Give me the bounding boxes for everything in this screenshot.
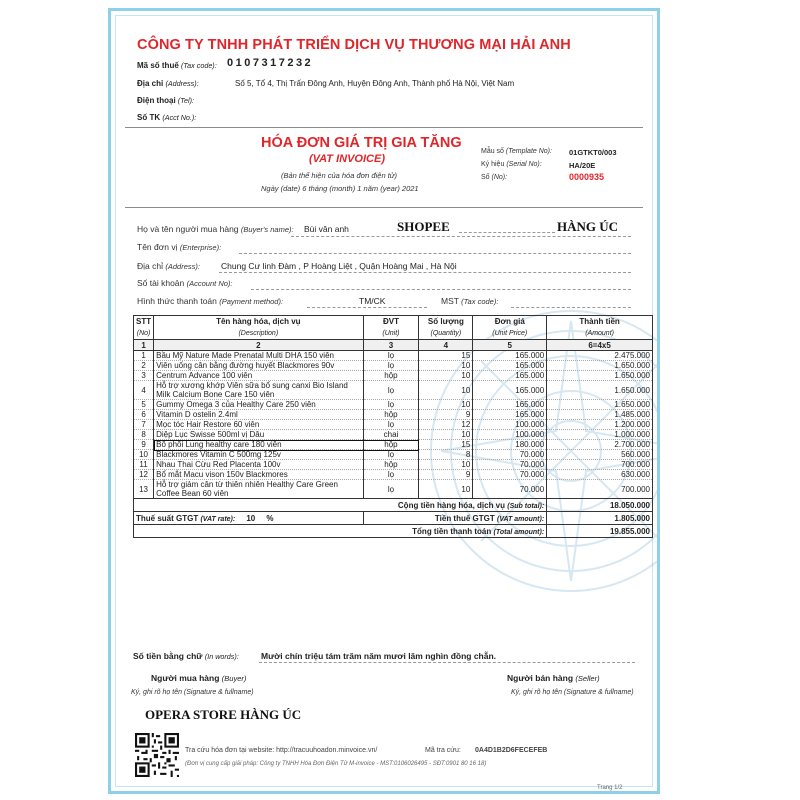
row-amount: 1.650.000 — [547, 381, 653, 400]
row-quantity: 10 — [419, 381, 473, 400]
table-row — [134, 470, 653, 480]
row-amount: 2.475.000 — [547, 351, 653, 361]
buyer-account-line — [251, 289, 631, 290]
serial-label: Ký hiệu (Serial No): — [481, 161, 542, 168]
table-row — [134, 420, 653, 430]
table-row — [134, 480, 653, 499]
template-no: 01GTKT0/003 — [569, 148, 617, 157]
row-quantity: 10 — [419, 371, 473, 381]
lookup-code-label: Mã tra cứu: — [425, 747, 461, 754]
row-quantity: 10 — [419, 460, 473, 470]
row-unit: lọ — [363, 381, 419, 400]
row-no: 11 — [134, 460, 154, 470]
row-unit: hộp — [363, 460, 419, 470]
row-unit: hộp — [363, 410, 419, 420]
buyer-name-label: Họ và tên người mua hàng (Buyer's name): — [137, 224, 294, 234]
row-no: 12 — [134, 470, 154, 480]
subtotal-value: 18.050.000 — [547, 499, 653, 512]
row-unit-price: 165.000 — [473, 351, 547, 361]
header-unit-price: Đơn giá (Unit Price) — [473, 316, 547, 340]
row-amount: 1.000.000 — [547, 430, 653, 440]
row-unit: lọ — [363, 361, 419, 371]
row-no: 10 — [134, 450, 154, 460]
row-amount: 1.485.000 — [547, 410, 653, 420]
row-quantity: 9 — [419, 470, 473, 480]
row-description: Bầu Mỹ Nature Made Prenatal Multi DHA 150 viên — [154, 351, 363, 361]
buyer-signature-label: Người mua hàng (Buyer) — [151, 673, 247, 683]
row-unit-price: 70.000 — [473, 480, 547, 499]
row-unit-price: 165.000 — [473, 400, 547, 410]
header-amount: Thành tiền (Amount) — [547, 316, 653, 340]
row-description: Hỗ trợ xương khớp Viên sữa bổ sung canxi Bio Island Milk Calcium Bone Care 150 viên — [154, 381, 363, 400]
buyer-shop-stamp: SHOPEE — [397, 219, 450, 234]
invoice-subtitle: (VAT INVOICE) — [309, 153, 385, 165]
row-unit-price: 165.000 — [473, 410, 547, 420]
buyer-address-line — [219, 272, 631, 273]
row-quantity: 15 — [419, 351, 473, 361]
vat-amount-label: Tiền thuế GTGT (VAT amount): — [363, 512, 547, 525]
header-unit: ĐVT (Unit) — [363, 316, 419, 340]
row-no: 3 — [134, 371, 154, 381]
row-quantity: 8 — [419, 450, 473, 460]
invoice-electronic-note: (Bản thể hiện của hóa đơn điện tử) — [281, 171, 398, 180]
row-no: 8 — [134, 430, 154, 440]
buyer-signature-note: Ký, ghi rõ họ tên (Signature & fullname) — [131, 689, 254, 696]
lookup-code: 0A4D1B2D6FECEFEB — [475, 747, 548, 754]
seller-address: Số 5, Tổ 4, Thị Trấn Đông Anh, Huyện Đông Anh, Thành phố Hà Nội, Việt Nam — [235, 79, 515, 88]
items-table — [133, 315, 653, 538]
amount-words: Mười chín triệu tám trăm năm mươi lăm nghìn đồng chẵn. — [261, 651, 497, 661]
row-no: 1 — [134, 351, 154, 361]
row-unit: lọ — [363, 450, 419, 460]
table-row — [134, 381, 653, 400]
row-quantity: 10 — [419, 480, 473, 499]
seller-company-name: CÔNG TY TNHH PHÁT TRIỂN DỊCH VỤ THƯƠNG MẠI HẢI ANH — [137, 37, 571, 53]
table-row — [134, 450, 653, 460]
row-no: 5 — [134, 400, 154, 410]
row-description: Bổ mắt Macu vison 150v Blackmores — [154, 470, 363, 480]
row-no: 9 — [134, 440, 154, 450]
items-body — [134, 351, 653, 499]
buyer-address-label: Địa chỉ (Address): — [137, 261, 200, 271]
row-quantity: 10 — [419, 430, 473, 440]
buyer-mst-label: MST (Tax code): — [441, 296, 499, 306]
row-unit-price: 70.000 — [473, 460, 547, 470]
lookup-website-text: Tra cứu hóa đơn tại website: http://tracuuhoadon.minvoice.vn/ — [185, 747, 378, 754]
title-divider — [125, 207, 643, 208]
row-unit: lọ — [363, 480, 419, 499]
row-unit-price: 165.000 — [473, 381, 547, 400]
buyer-name-line — [291, 236, 631, 237]
vat-row — [134, 512, 653, 525]
row-unit-price: 70.000 — [473, 470, 547, 480]
qr-code-icon — [135, 733, 179, 777]
vat-amount-value: 1.805.000 — [547, 512, 653, 525]
table-row — [134, 371, 653, 381]
table-row — [134, 361, 653, 371]
row-description: Blackmores Vitamin C 500mg 125v — [154, 450, 363, 460]
amount-words-line — [259, 662, 635, 663]
amount-words-label: Số tiền bằng chữ (In words): — [133, 651, 239, 661]
row-unit-price: 100.000 — [473, 430, 547, 440]
subtotal-row — [134, 499, 653, 512]
row-amount: 700.000 — [547, 480, 653, 499]
table-header-row — [134, 316, 653, 340]
row-amount: 2.700.000 — [547, 440, 653, 450]
row-description: Diệp Lục Swisse 500ml vị Dâu — [154, 430, 363, 440]
vat-rate-unit: % — [266, 513, 274, 523]
payment-label: Hình thức thanh toán (Payment method): — [137, 296, 284, 306]
table-row — [134, 400, 653, 410]
row-unit-price: 70.000 — [473, 450, 547, 460]
row-unit: lọ — [363, 470, 419, 480]
column-number-row — [134, 340, 653, 351]
buyer-shop-stamp-suffix: HÀNG ÚC — [557, 219, 619, 234]
row-unit: chai — [363, 430, 419, 440]
header-no: STT (No) — [134, 316, 154, 340]
buyer-unit-label: Tên đơn vị (Enterprise): — [137, 242, 222, 252]
row-unit-price: 165.000 — [473, 361, 547, 371]
row-quantity: 9 — [419, 410, 473, 420]
row-unit: hộp — [363, 440, 419, 450]
seller-tax-code: 0107317232 — [227, 57, 314, 69]
table-row — [134, 410, 653, 420]
provider-note: (Đơn vị cung cấp giải pháp: Công ty TNHH Hóa Đơn Điện Tử M-invoice - MST:0106026495 - SĐT:0901 80 16 18) — [185, 761, 487, 767]
seller-signature-label: Người bán hàng (Seller) — [507, 673, 600, 683]
row-description: Viên uống cân bằng đường huyết Blackmores 90v — [154, 361, 363, 371]
row-no: 2 — [134, 361, 154, 371]
seller-signature-note: Ký, ghi rõ họ tên (Signature & fullname) — [511, 689, 634, 696]
header-divider — [125, 127, 643, 128]
row-description: Gummy Omega 3 của Healthy Care 250 viên — [154, 400, 363, 410]
row-highlight-box — [154, 440, 419, 451]
col-number: 6=4x5 — [547, 340, 653, 351]
header-quantity: Số lượng (Quantity) — [419, 316, 473, 340]
row-unit-price: 100.000 — [473, 420, 547, 430]
row-description: Nhau Thai Cừu Red Placenta 100v — [154, 460, 363, 470]
buyer-address: Chung Cư linh Đàm , P Hoàng Liệt , Quận Hoàng Mai , Hà Nội — [221, 261, 457, 271]
row-description: Mọc tóc Hair Restore 60 viên — [154, 420, 363, 430]
row-quantity: 12 — [419, 420, 473, 430]
table-row — [134, 460, 653, 470]
row-amount: 1.200.000 — [547, 420, 653, 430]
total-value: 19.855.000 — [547, 525, 653, 538]
row-description: Bổ phổi Lung healthy care 180 viên — [154, 440, 363, 450]
row-description: Centrum Advance 100 viên — [154, 371, 363, 381]
col-number: 5 — [473, 340, 547, 351]
number-label: Số (No): — [481, 174, 508, 181]
redacted-area — [459, 219, 555, 233]
row-unit-price: 165.000 — [473, 371, 547, 381]
payment-line — [307, 307, 427, 308]
total-label: Tổng tiền thanh toán (Total amount): — [134, 525, 547, 538]
row-amount: 1.650.000 — [547, 400, 653, 410]
invoice-number: 0000935 — [569, 172, 605, 182]
row-quantity: 15 — [419, 440, 473, 450]
payment-method: TM/CK — [359, 296, 386, 306]
row-description: Vitamin D ostelin 2.4ml — [154, 410, 363, 420]
invoice-title: HÓA ĐƠN GIÁ TRỊ GIA TĂNG — [261, 135, 462, 151]
buyer-name: Bùi vân anh — [304, 224, 349, 234]
row-unit: lọ — [363, 400, 419, 410]
vat-rate-value: 10 — [246, 513, 256, 523]
seller-address-label: Địa chỉ (Address): — [137, 79, 199, 88]
row-unit: lọ — [363, 420, 419, 430]
row-unit: lọ — [363, 351, 419, 361]
header-description: Tên hàng hóa, dịch vụ (Description) — [154, 316, 363, 340]
row-amount: 630.000 — [547, 470, 653, 480]
store-stamp: OPERA STORE HÀNG ÚC — [145, 707, 302, 722]
row-no: 13 — [134, 480, 154, 499]
row-amount: 700.000 — [547, 460, 653, 470]
row-no: 7 — [134, 420, 154, 430]
row-unit-price: 180.000 — [473, 440, 547, 450]
col-number: 1 — [134, 340, 154, 351]
buyer-mst-line — [511, 307, 631, 308]
template-label: Mẫu số (Template No): — [481, 148, 552, 155]
row-unit: hộp — [363, 371, 419, 381]
row-description: Hỗ trợ giảm cân từ thiên nhiên Healthy Care Green Coffee Bean 60 viên — [154, 480, 363, 499]
subtotal-label: Cộng tiền hàng hóa, dịch vụ (Sub total): — [134, 499, 547, 512]
table-row — [134, 430, 653, 440]
row-quantity: 10 — [419, 400, 473, 410]
invoice-page — [108, 8, 660, 794]
table-row — [134, 351, 653, 361]
row-amount: 560.000 — [547, 450, 653, 460]
serial-no: HA/20E — [569, 161, 596, 170]
seller-account-label: Số TK (Acct No.): — [137, 113, 197, 122]
col-number: 2 — [154, 340, 363, 351]
row-no: 6 — [134, 410, 154, 420]
total-row — [134, 525, 653, 538]
seller-phone-label: Điện thoại (Tel): — [137, 96, 195, 105]
seller-tax-label: Mã số thuế (Tax code): — [137, 61, 217, 70]
buyer-unit-line — [239, 253, 631, 254]
row-quantity: 10 — [419, 361, 473, 371]
vat-rate-cell: Thuế suất GTGT (VAT rate): 10 % — [134, 512, 364, 525]
col-number: 4 — [419, 340, 473, 351]
row-no: 4 — [134, 381, 154, 400]
col-number: 3 — [363, 340, 419, 351]
row-amount: 1.650.000 — [547, 361, 653, 371]
row-amount: 1.650.000 — [547, 371, 653, 381]
invoice-date: Ngày (date) 6 tháng (month) 1 năm (year) 2021 — [261, 184, 419, 193]
buyer-account-label: Số tài khoản (Account No): — [137, 278, 233, 288]
page-number: Trang 1/2 — [597, 785, 623, 791]
